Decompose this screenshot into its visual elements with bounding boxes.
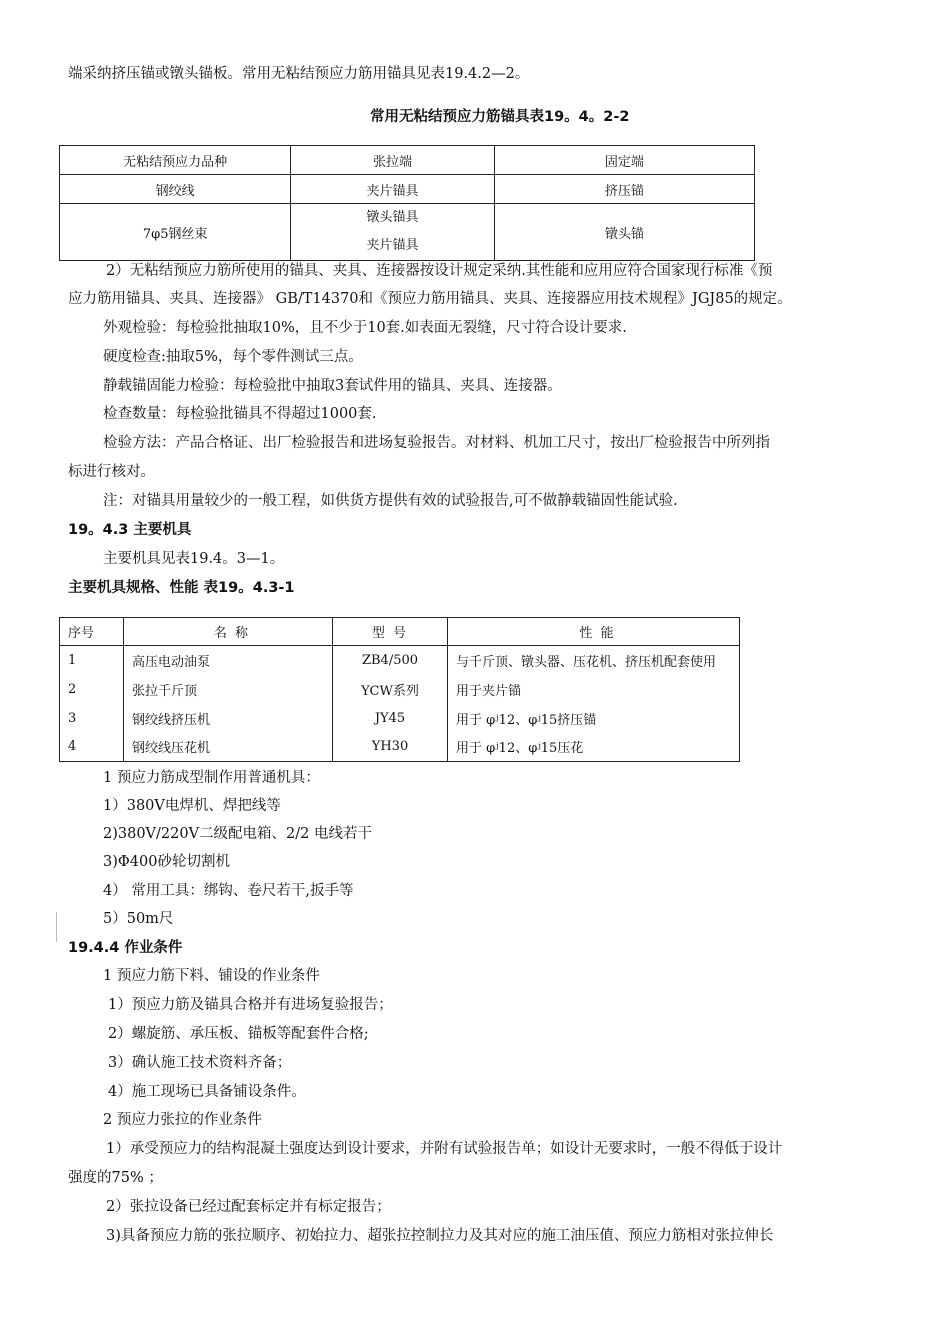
table-cell-stack [291, 204, 494, 261]
table-cell: 用于夹片锚 [448, 675, 740, 704]
table-cell: 钢绞线压花机 [124, 733, 333, 762]
paragraph-line: 静载锚固能力检验：每检验批中抽取3套试件用的锚具、夹具、连接器。 [103, 378, 562, 394]
table-cell: 镦头锚 [494, 204, 754, 261]
table-header-cell: 固定端 [494, 146, 754, 175]
table-row [60, 204, 755, 261]
table-cell: 钢绞线挤压机 [124, 704, 333, 733]
table-row [60, 175, 755, 204]
paragraph-line: 注：对锚具用量较少的一般工程，如供货方提供有效的试验报告,可不做静载锚固性能试验. [103, 493, 678, 509]
paragraph-line: 1 预应力筋成型制作用普通机具： [103, 770, 320, 786]
table-header-cell: 无粘结预应力品种 [60, 146, 291, 175]
equipment-table [59, 617, 740, 762]
paragraph-line: 标进行核对。 [68, 464, 155, 480]
paragraph-line: 2）无粘结预应力筋所使用的锚具、夹具、连接器按设计规定采纳.其性能和应用应符合国家现行标准《预 [106, 263, 773, 279]
table-cell: YCW系列 [333, 675, 448, 704]
table-cell: 张拉千斤顶 [124, 675, 333, 704]
paragraph-line: 2)380V/220V二级配电箱、2/2 电线若干 [103, 826, 373, 842]
table-row [60, 733, 740, 762]
section-heading: 19.4.4 作业条件 [68, 940, 183, 956]
paragraph-line: 主要机具见表19.4。3—1。 [103, 551, 285, 567]
table-cell: 1 [60, 646, 124, 675]
table-row [60, 646, 740, 675]
table-cell: 用于 φʲ12、φʲ15挤压锚 [448, 704, 740, 733]
table-cell: 高压电动油泵 [124, 646, 333, 675]
paragraph-line: 2 预应力张拉的作业条件 [103, 1112, 262, 1128]
paragraph-line: 1 预应力筋下料、铺设的作业条件 [103, 968, 320, 984]
margin-rule [56, 912, 57, 942]
table-cell-line: 夹片锚具 [366, 238, 419, 253]
paragraph-line: 3）确认施工技术资料齐备； [108, 1055, 292, 1071]
table-row [60, 704, 740, 733]
paragraph-line: 1）380V电焊机、焊把线等 [103, 798, 281, 814]
table-cell: 与千斤顶、镦头器、压花机、挤压机配套使用 [448, 646, 740, 675]
paragraph-line: 3)具备预应力筋的张拉顺序、初始拉力、超张拉控制拉力及其对应的施工油压值、预应力筋相对张拉伸长 [106, 1228, 774, 1244]
table-cell: 7φ5钢丝束 [60, 204, 291, 261]
paragraph-line: 端采纳挤压锚或镦头锚板。常用无粘结预应力筋用锚具见表19.4.2—2。 [68, 66, 530, 82]
table-cell: YH30 [333, 733, 448, 762]
table-header-cell: 序号 [60, 618, 124, 646]
table-cell: 用于 φʲ12、φʲ15压花 [448, 733, 740, 762]
table-cell: 3 [60, 704, 124, 733]
section-heading: 19。4.3 主要机具 [68, 522, 192, 538]
paragraph-line: 3)Φ400砂轮切割机 [103, 854, 230, 870]
table-header-row [60, 146, 755, 175]
table-header-row [60, 618, 740, 646]
table-row [60, 675, 740, 704]
paragraph-line: 检查数量：每检验批锚具不得超过1000套. [103, 406, 377, 422]
paragraph-line: 检验方法：产品合格证、出厂检验报告和进场复验报告。对材料、机加工尺寸，按出厂检验报告中所列指 [103, 435, 770, 451]
paragraph-line: 1）预应力筋及锚具合格并有进场复验报告； [108, 997, 393, 1013]
table-cell: ZB4/500 [333, 646, 448, 675]
table-cell: 钢绞线 [60, 175, 291, 204]
paragraph-line: 硬度检查:抽取5%，每个零件测试三点。 [103, 349, 363, 365]
paragraph-line: 外观检验：每检验批抽取10%，且不少于10套.如表面无裂缝，尺寸符合设计要求. [103, 320, 627, 336]
paragraph-line: 强度的75% ； [68, 1170, 163, 1186]
table-cell-line: 镦头锚具 [366, 210, 419, 225]
paragraph-line: 4） 常用工具：绑钩、卷尺若干,扳手等 [103, 883, 354, 899]
table-header-cell: 张拉端 [291, 146, 494, 175]
table-header-cell: 性 能 [448, 618, 740, 646]
paragraph-line: 应力筋用锚具、夹具、连接器》 GB/T14370和《预应力筋用锚具、夹具、连接器应用技术规程》JGJ85的规定。 [68, 291, 792, 307]
table-header-cell: 名 称 [124, 618, 333, 646]
anchor-table [59, 145, 755, 261]
table-cell: JY45 [333, 704, 448, 733]
paragraph-line: 4）施工现场已具备铺设条件。 [108, 1084, 306, 1100]
table-cell: 挤压锚 [494, 175, 754, 204]
table-cell: 夹片锚具 [291, 175, 494, 204]
table-cell: 2 [60, 675, 124, 704]
table-cell: 4 [60, 733, 124, 762]
paragraph-line: 1）承受预应力的结构混凝土强度达到设计要求，并附有试验报告单；如设计无要求时，一般不得低于设计 [106, 1141, 783, 1157]
paragraph-line: 2）螺旋筋、承压板、锚板等配套件合格; [108, 1026, 369, 1042]
section-heading: 主要机具规格、性能 表19。4.3-1 [68, 580, 295, 596]
paragraph-line: 5）50m尺 [103, 911, 174, 927]
table-header-cell: 型 号 [333, 618, 448, 646]
paragraph-line: 2）张拉设备已经过配套标定并有标定报告； [106, 1199, 391, 1215]
section-heading: 常用无粘结预应力筋锚具表19。4。2-2 [370, 109, 630, 125]
